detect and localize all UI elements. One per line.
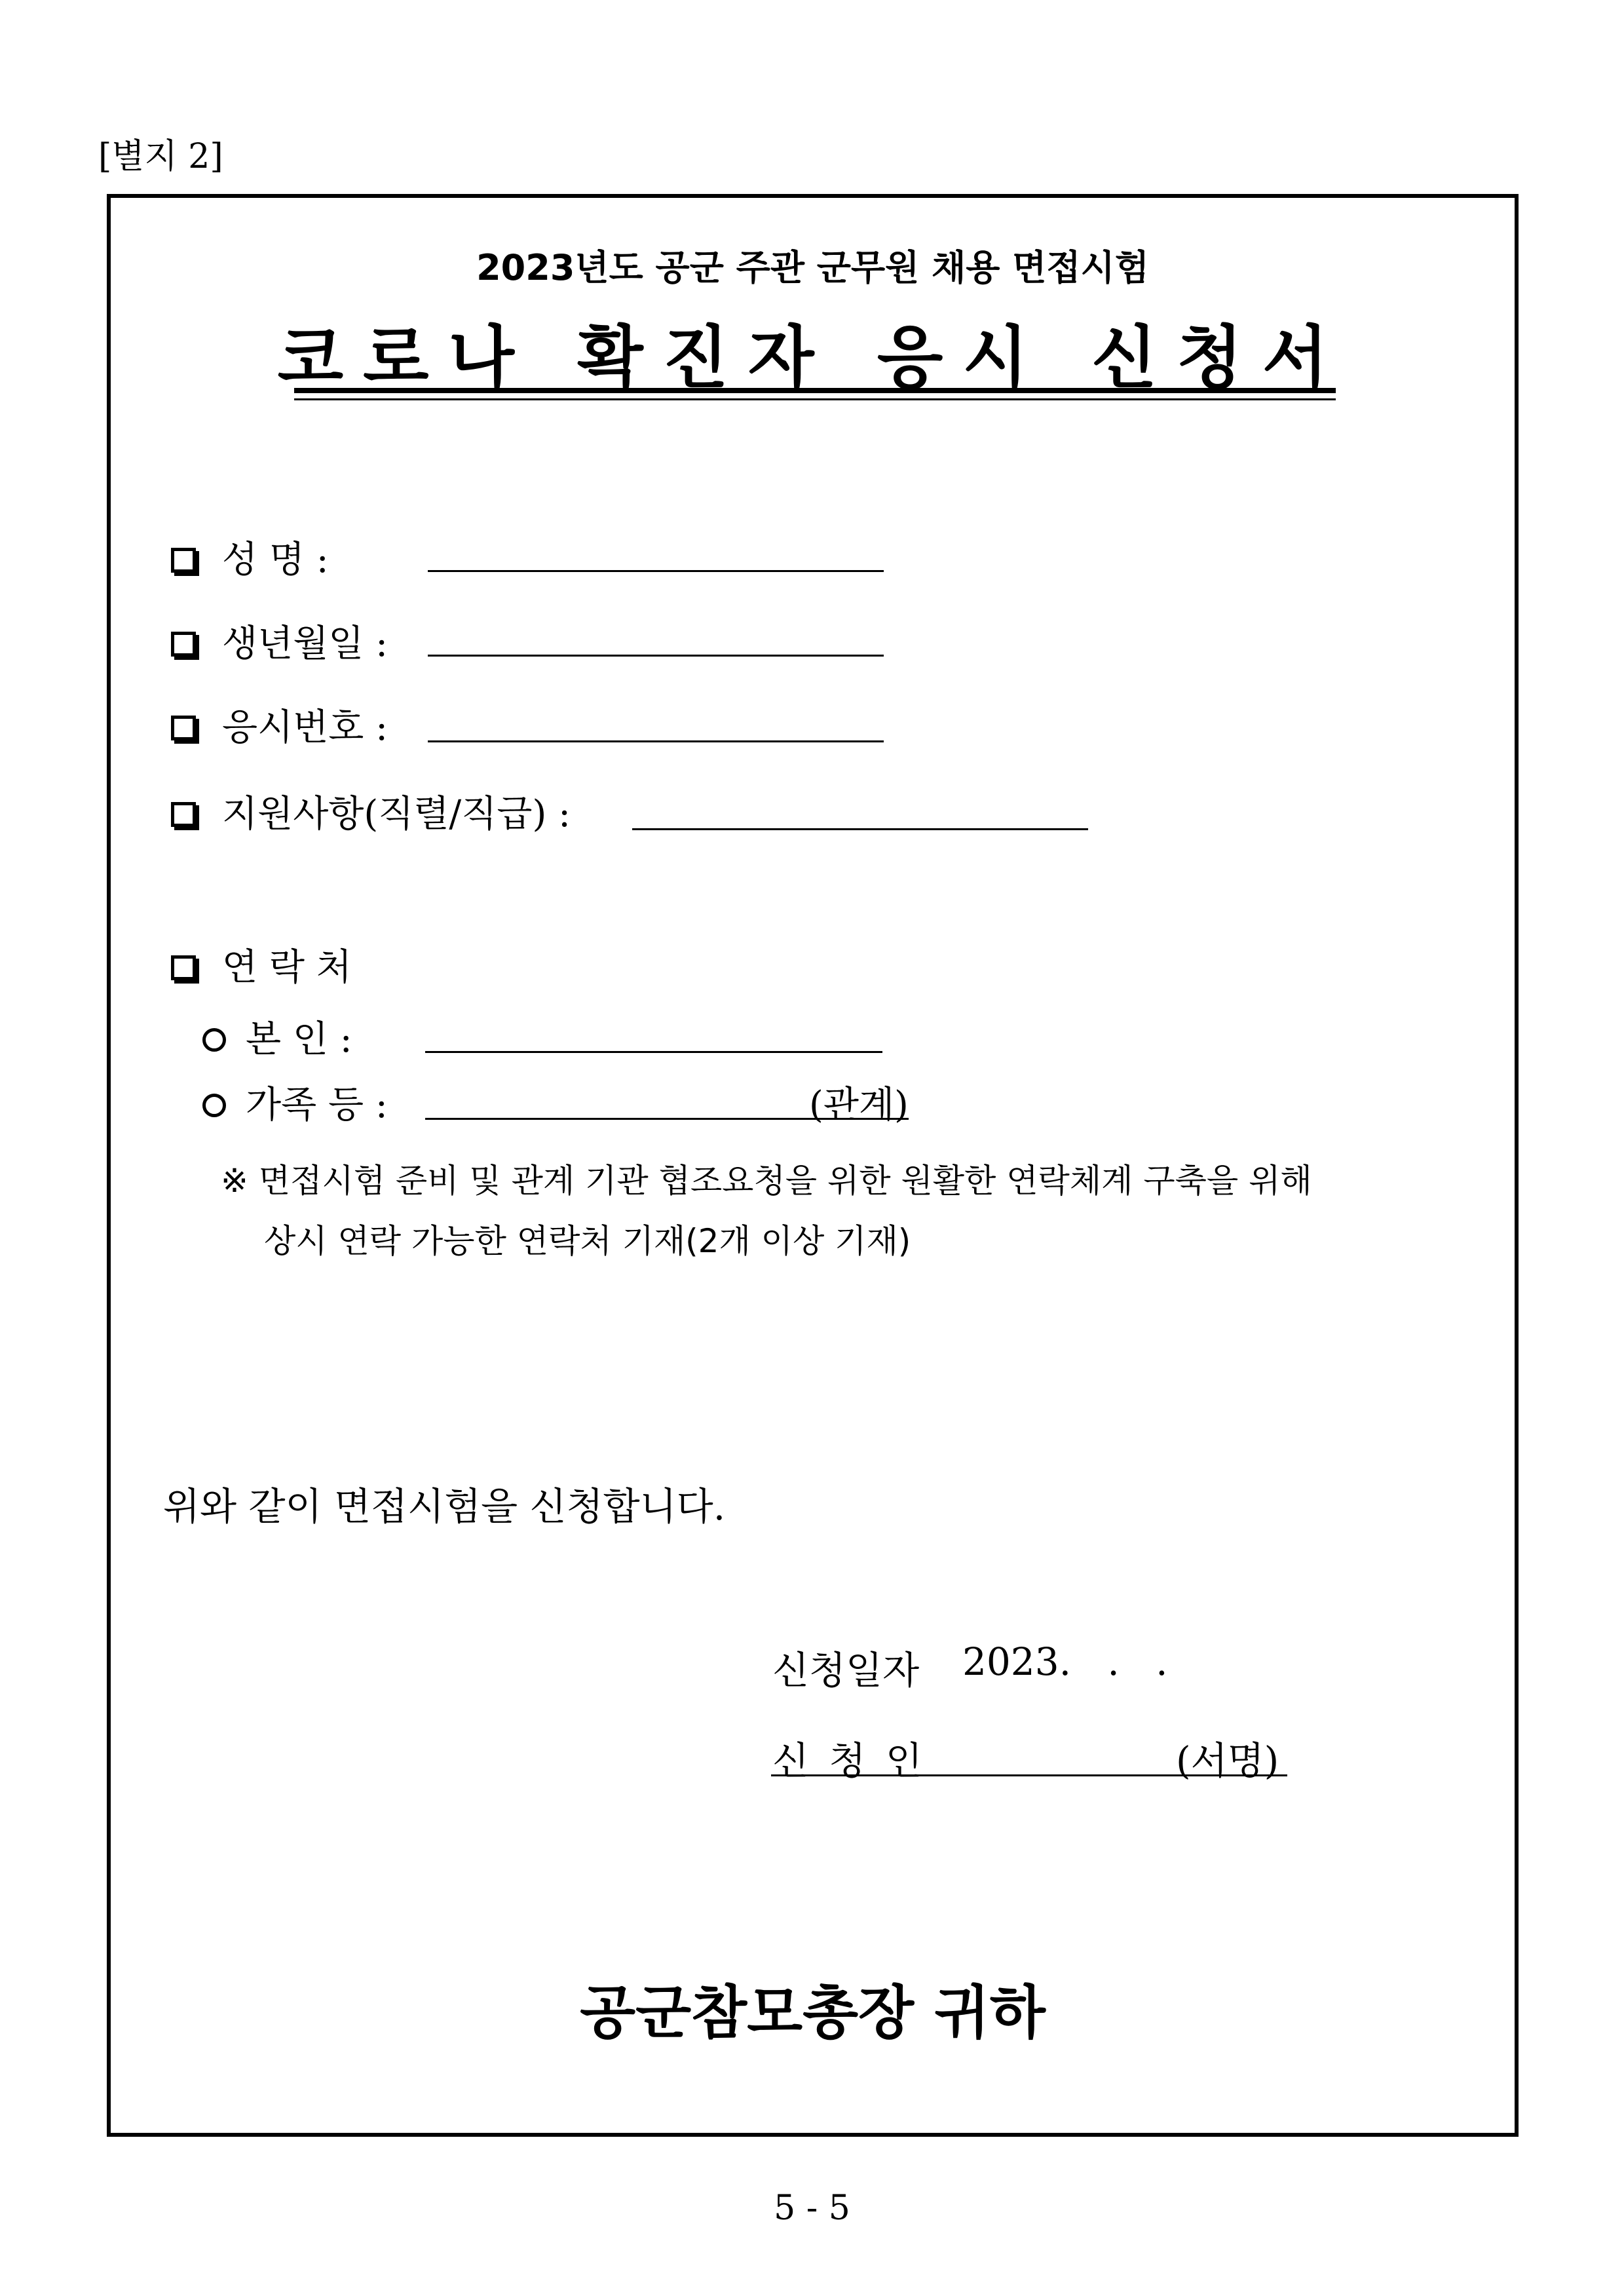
exam-title: 2023년도 공군 주관 군무원 채용 면접시험 [476,247,1149,288]
checkbox-square-icon [171,632,196,657]
contact-note-line1: ※ 면접시험 준비 및 관계 기관 협조요청을 위한 원활한 연락체계 구축을 위해 [221,1162,1312,1200]
contact-heading-row [171,938,352,991]
circle-bullet-icon [202,1028,226,1052]
name-input-line[interactable] [428,570,884,572]
applicant-label: 신 청 인 [772,1738,926,1783]
application-label: 지원사항(직렬/직급) : [222,793,571,835]
title-underline-thick [294,388,1336,393]
checkbox-square-icon [171,802,196,827]
name-label: 성 명 : [222,539,329,581]
contact-family-label: 가족 등 : [246,1084,388,1126]
checkbox-square-icon [171,548,196,573]
checkbox-square-icon [171,716,196,740]
application-date-label: 신청일자 [772,1648,920,1693]
application-input-line[interactable] [632,828,1088,830]
birthdate-input-line[interactable] [428,655,884,657]
form-title: 코로나 확진자 응시 신청서 [277,318,1348,398]
checkbox-square-icon [171,955,196,980]
applicant-signature-line[interactable] [771,1774,1287,1776]
birthdate-label: 생년월일 : [222,622,388,665]
title-underline-thin [294,398,1336,400]
contact-self-label: 본 인 : [246,1018,352,1061]
application-date-value: 2023. . . [962,1639,1168,1684]
application-field-row [171,785,571,837]
contact-heading: 연 락 처 [222,946,352,989]
exam-number-label: 응시번호 : [222,706,388,749]
form-frame [107,194,1519,2137]
contact-self-input-line[interactable] [425,1051,882,1053]
statement-text: 위와 같이 면접시험을 신청합니다. [163,1484,726,1529]
circle-bullet-icon [202,1094,226,1117]
contact-family-row [202,1076,388,1128]
contact-note-line2: 상시 연락 가능한 연락처 기재(2개 이상 기재) [264,1222,911,1260]
attachment-label: [별지 2] [98,137,223,176]
contact-relation-label: (관계) [809,1084,909,1126]
page-number: 5 - 5 [774,2189,850,2228]
addressee: 공군참모총장 귀하 [580,1979,1046,2046]
exam-number-field-row [171,698,388,751]
sign-label: (서명) [1176,1738,1279,1783]
birthdate-field-row [171,615,388,667]
contact-self-row [202,1010,352,1063]
exam-number-input-line[interactable] [428,740,884,742]
name-field-row [171,531,329,583]
